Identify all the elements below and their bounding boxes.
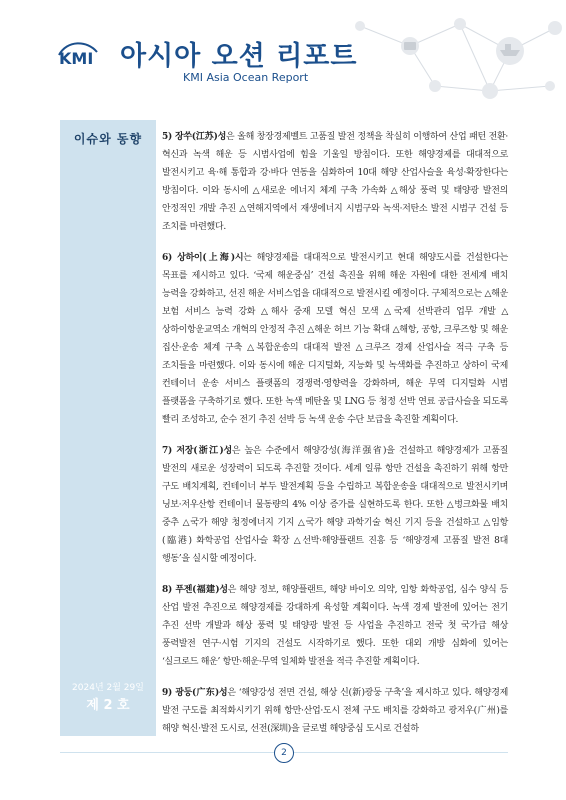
issue-number: 제 2 호 <box>86 698 130 713</box>
paragraph-text: 는 해양경제를 대대적으로 발전시키고 현대 해양도시를 건설한다는 목표를 제시하고 있다. ‘국제 해운중심’ 건설 촉진을 위해 해운 자원에 대한 전세계 배치 능력을 강화하고, 선진 해운 서비스업을 대대적으로 발전시킬 예정이다. 구체적으로는 △해운 보험 서비스 능력 강화 △해사 중재 모델 혁신 모색 △국제 선박관리 업무 개발 △상하이항운교역소 개혁의 안정적 추진 △해운 허브 기능 확대 △해항, 공항, 크루즈항 및 해운 집산·운송 체계 구축 △복합운송의 대대적 발전 △크루즈 경제 산업사슬 적극 구축 등 조치들을 마련했다. 이와 동시에 해운 디지털화, 지능화 및 녹색화를 추진하고 상하이 국제 컨테이너 운송 서비스 플랫폼의 경쟁력·영향력을 강화하며, 해운 무역 디지털화 시범 플랫폼을 구축하기로 했다. 또한 녹색 메탄올 및 LNG 등 청정 선박 연료 공급사슬을 되도록 빨리 조성하고, 순수 전기 추진 선박 등 녹색 운송 수단 보급을 촉진할 계획이다. <box>162 253 508 425</box>
paragraph-text: 은 올해 창장경제벨트 고품질 발전 정책을 착실히 이행하여 산업 패턴 전환·혁신과 녹색 해운 등 시범사업에 힘을 기울일 방침이다. 또한 해양경제를 대대적으로 발전시키고 육·해 통합과 강·바다 연동을 심화하여 10대 해양 산업사슬을 육성·확장한다는 방침이다. 이와 동시에 △새로운 에너지 체계 구축 가속화 △해상 풍력 및 태양광 발전의 안정적인 개발 추진 △연해지역에서 재생에너지 시범구와 녹색·저탄소 발전 시범구 건설 등 조치를 마련했다. <box>162 132 508 232</box>
article-body <box>162 128 508 751</box>
sidebar <box>60 120 156 736</box>
region-heading: 8) 푸젠(福建)성 <box>162 585 228 595</box>
paragraph-guangdong <box>162 684 508 738</box>
paragraph-jiangsu <box>162 128 508 236</box>
region-heading: 9) 광둥(广东)성 <box>162 688 228 698</box>
page-number: 2 <box>274 743 294 763</box>
paragraph-text: 은 ‘해양강성 전면 건설, 해상 신(新)광둥 구축’을 제시하고 있다. 해양경제 발전 구도를 최적화시키기 위해 항만·산업·도시 전체 구도 배치를 강화하고 광저우(广州)를 해양 혁신·발전 도시로, 선전(深圳)을 글로벌 해양중심 도시로 건설하 <box>162 688 508 734</box>
paragraph-fujian <box>162 581 508 671</box>
report-header <box>0 0 566 108</box>
region-heading: 5) 장쑤(江苏)성 <box>162 132 227 142</box>
report-subtitle: KMI Asia Ocean Report <box>183 71 309 84</box>
section-category: 이슈와 동향 <box>73 132 143 146</box>
report-title: 아시아 오션 리포트 <box>120 41 358 72</box>
region-heading: 6) 상하이(上海)시 <box>162 253 244 263</box>
network-pattern-decoration <box>340 6 566 106</box>
region-heading: 7) 저장(浙江)성 <box>162 446 232 456</box>
paragraph-zhejiang <box>162 442 508 568</box>
paragraph-text: 은 해양 정보, 해양플랜트, 해양 바이오 의약, 임항 화학공업, 심수 양식 등 산업 발전 추진으로 해양경제를 강대하게 육성할 계획이다. 녹색 경제 발전에 있어는 전기 추진 선박 개발과 해상 풍력 및 태양광 발전 등 사업을 추진하고 전국 첫 국가급 해상 풍력발전 연구·시험 기지의 건설도 시작하기로 했다. 또한 대외 개방 심화에 있어는 ‘실크로드 해운’ 항만·해운·무역 일체화 발전을 적극 추진할 계획이다. <box>162 585 508 667</box>
kmi-logo <box>57 42 109 68</box>
paragraph-shanghai <box>162 249 508 429</box>
issue-date: 2024년 2월 29일 <box>72 683 144 693</box>
paragraph-text: 은 높은 수준에서 해양강성(海洋强省)을 건설하고 해양경제가 고품질 발전의 새로운 성장력이 되도록 추진할 것이다. 세계 일류 항만 건설을 촉진하기 위해 항만 구도 배치계획, 컨테이너 부두 발전계획 등을 수립하고 복합운송을 대대적으로 발전시키며 닝보·저우산항 컨테이너 물동량의 4% 이상 증가를 실현하도록 한다. 또한 △벙크화물 배치 중추 △국가 해양 청정에너지 기지 △국가 해양 과학기술 혁신 기지 등을 건설하고 △임항(臨港) 화학공업 산업사슬 확장 △선박·해양플랜트 진흥 등 ‘해양경제 고품질 발전 8대 행동’을 실시할 예정이다. <box>162 446 508 564</box>
logo-text: KMI <box>59 49 94 68</box>
